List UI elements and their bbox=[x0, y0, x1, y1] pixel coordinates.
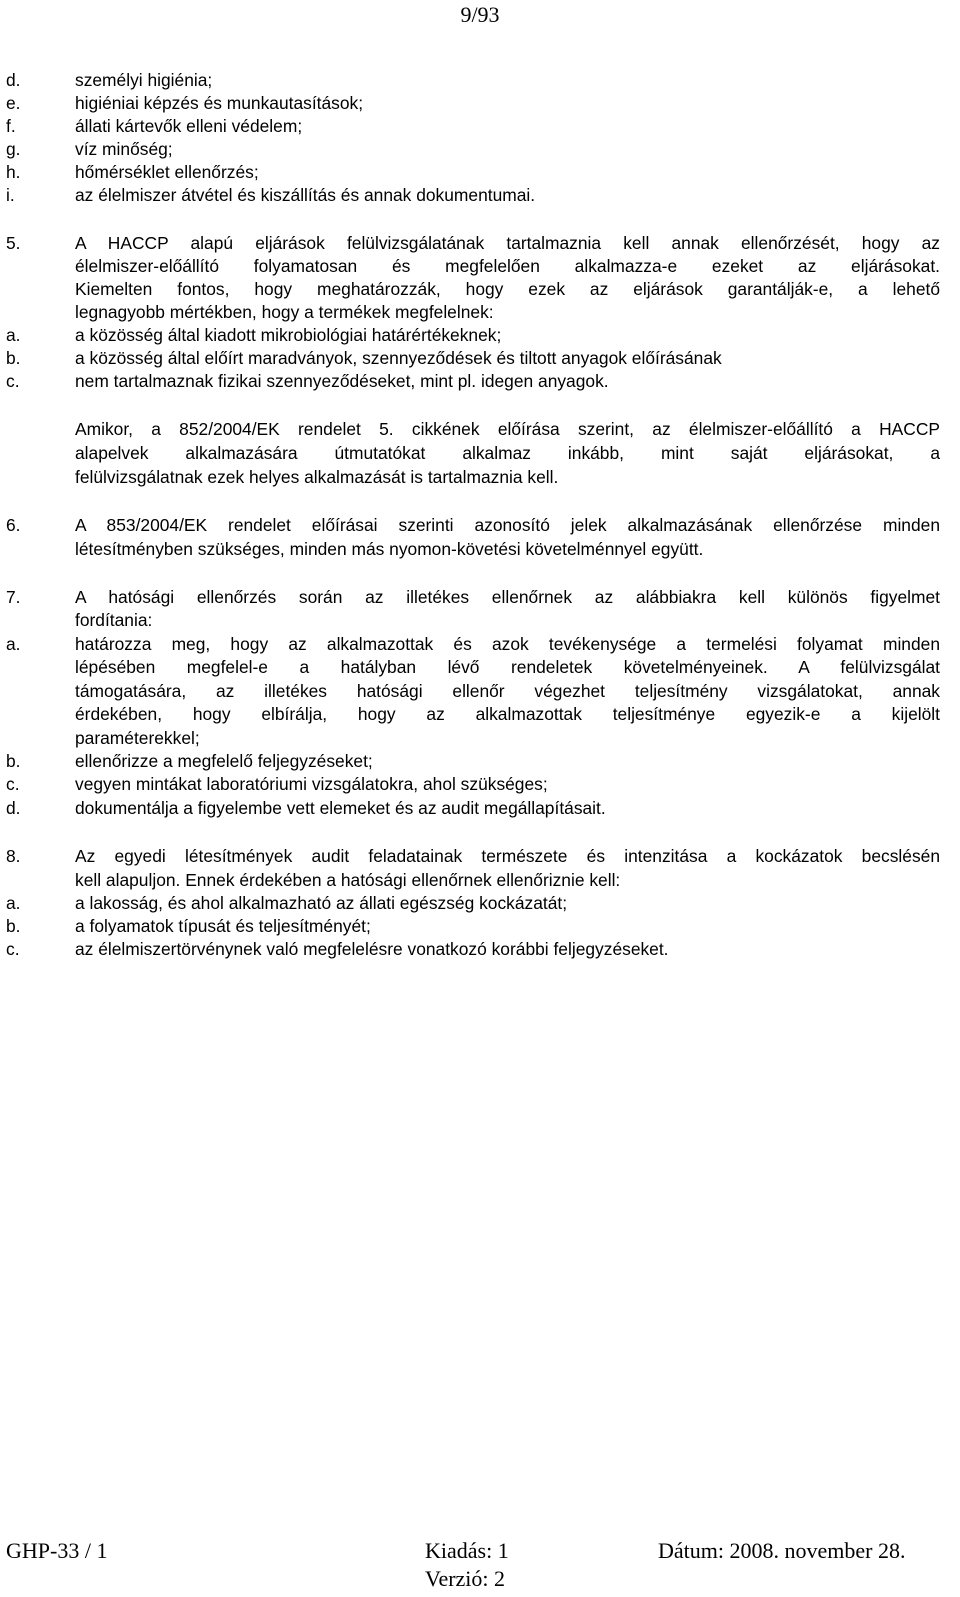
list-item bbox=[6, 324, 940, 347]
item-text: támogatására, az illetékes hatósági ellenőr végezhet teljesítmény vizsgálatokat, annak bbox=[75, 681, 940, 701]
item-text: dokumentálja a figyelembe vett elemeket és az audit megállapításait. bbox=[75, 798, 606, 818]
item-text: a közösség által kiadott mikrobiológiai határértékeknek; bbox=[75, 325, 502, 345]
item-text: állati kártevők elleni védelem; bbox=[75, 116, 303, 136]
item-label: e. bbox=[6, 93, 21, 113]
item-text: a közösség által előírt maradványok, szennyeződések és tiltott anyagok előírásának bbox=[75, 348, 722, 368]
item-text: határozza meg, hogy az alkalmazottak és azok tevékenysége a termelési folyamat minden bbox=[75, 634, 940, 654]
item-label: d. bbox=[6, 70, 21, 90]
section-5-line bbox=[6, 301, 940, 324]
footer-edition: Kiadás: 1 bbox=[425, 1538, 509, 1563]
item-label: b. bbox=[6, 348, 21, 368]
item-label: h. bbox=[6, 162, 21, 182]
section-6-line bbox=[6, 538, 940, 561]
item-label: i. bbox=[6, 185, 15, 205]
paragraph-line: Az egyedi létesítmények audit feladatainak természete és intenzitása a kockázatok becslésén bbox=[75, 846, 940, 866]
paragraph-line: fordítania: bbox=[75, 610, 153, 630]
list-item bbox=[6, 138, 940, 161]
paragraph-line: legnagyobb mértékben, hogy a termékek megfelelnek: bbox=[75, 302, 494, 322]
list-item bbox=[6, 92, 940, 115]
item-text: hőmérséklet ellenőrzés; bbox=[75, 162, 259, 182]
note-line bbox=[6, 466, 940, 489]
list-item bbox=[6, 797, 940, 820]
item-label: a. bbox=[6, 893, 21, 913]
list-item-continuation bbox=[6, 680, 940, 703]
section-number: 8. bbox=[6, 846, 21, 866]
item-text: a lakosság, és ahol alkalmazható az állati egészség kockázatát; bbox=[75, 893, 568, 913]
section-7-line bbox=[6, 609, 940, 632]
footer-date: Dátum: 2008. november 28. bbox=[658, 1538, 906, 1563]
item-text: higiéniai képzés és munkautasítások; bbox=[75, 93, 364, 113]
list-item bbox=[6, 633, 940, 656]
item-label: c. bbox=[6, 774, 20, 794]
paragraph-line: A 853/2004/EK rendelet előírásai szerinti azonosító jelek alkalmazásának ellenőrzése minden bbox=[75, 515, 940, 535]
list-item bbox=[6, 184, 940, 207]
paragraph-line: felülvizsgálatnak ezek helyes alkalmazását is tartalmaznia kell. bbox=[75, 467, 559, 487]
section-8-line bbox=[6, 845, 940, 868]
footer-version: Verzió: 2 bbox=[425, 1566, 506, 1591]
note-line bbox=[6, 418, 940, 441]
list-item bbox=[6, 892, 940, 915]
item-text: személyi higiénia; bbox=[75, 70, 213, 90]
list-item-continuation bbox=[6, 656, 940, 679]
item-label: a. bbox=[6, 634, 21, 654]
item-text: érdekében, hogy elbírálja, hogy az alkalmazottak teljesítménye egyezik-e a kijelölt bbox=[75, 704, 940, 724]
item-label: b. bbox=[6, 751, 21, 771]
page-number: 9/93 bbox=[460, 2, 500, 27]
section-5-line bbox=[6, 255, 940, 278]
item-label: b. bbox=[6, 916, 21, 936]
section-number: 6. bbox=[6, 515, 21, 535]
paragraph-line: Kiemelten fontos, hogy meghatározzák, hogy ezek az eljárások garantálják-e, a lehető bbox=[75, 279, 940, 299]
list-item bbox=[6, 915, 940, 938]
list-item bbox=[6, 347, 940, 370]
item-text: a folyamatok típusát és teljesítményét; bbox=[75, 916, 371, 936]
section-7-line bbox=[6, 586, 940, 609]
item-label: c. bbox=[6, 371, 20, 391]
section-6-line bbox=[6, 514, 940, 537]
paragraph-line: kell alapuljon. Ennek érdekében a hatósági ellenőrnek ellenőriznie kell: bbox=[75, 870, 621, 890]
section-number: 7. bbox=[6, 587, 21, 607]
paragraph-line: élelmiszer-előállító folyamatosan és megfelelően alkalmazza-e ezeket az eljárásokat. bbox=[75, 256, 940, 276]
item-text: ellenőrizze a megfelelő feljegyzéseket; bbox=[75, 751, 373, 771]
footer-doc-id: GHP-33 / 1 bbox=[6, 1538, 108, 1563]
list-item bbox=[6, 773, 940, 796]
list-item bbox=[6, 938, 940, 961]
item-text: lépésében megfelel-e a hatályban lévő rendeletek követelményeinek. A felülvizsgálat bbox=[75, 657, 940, 677]
list-item bbox=[6, 370, 940, 393]
note-line bbox=[6, 442, 940, 465]
item-text: paraméterekkel; bbox=[75, 728, 200, 748]
item-label: f. bbox=[6, 116, 16, 136]
list-item-continuation bbox=[6, 727, 940, 750]
item-text: az élelmiszer átvétel és kiszállítás és annak dokumentumai. bbox=[75, 185, 536, 205]
item-label: a. bbox=[6, 325, 21, 345]
paragraph-line: A HACCP alapú eljárások felülvizsgálatának tartalmaznia kell annak ellenőrzését, hogy az bbox=[75, 233, 940, 253]
section-8-line bbox=[6, 869, 940, 892]
list-item-continuation bbox=[6, 703, 940, 726]
item-label: c. bbox=[6, 939, 20, 959]
section-5-line bbox=[6, 278, 940, 301]
item-text: az élelmiszertörvénynek való megfelelésre vonatkozó korábbi feljegyzéseket. bbox=[75, 939, 669, 959]
list-item bbox=[6, 69, 940, 92]
section-number: 5. bbox=[6, 233, 21, 253]
list-item bbox=[6, 115, 940, 138]
list-item bbox=[6, 161, 940, 184]
item-text: víz minőség; bbox=[75, 139, 173, 159]
item-label: d. bbox=[6, 798, 21, 818]
item-text: nem tartalmaznak fizikai szennyeződéseket, mint pl. idegen anyagok. bbox=[75, 371, 609, 391]
list-item bbox=[6, 750, 940, 773]
item-label: g. bbox=[6, 139, 21, 159]
paragraph-line: A hatósági ellenőrzés során az illetékes ellenőrnek az alábbiakra kell különös figyelmet bbox=[75, 587, 940, 607]
paragraph-line: létesítményben szükséges, minden más nyomon-követési követelménnyel együtt. bbox=[75, 539, 704, 559]
section-5-line bbox=[6, 232, 940, 255]
paragraph-line: Amikor, a 852/2004/EK rendelet 5. cikkének előírása szerint, az élelmiszer-előállító a HACCP bbox=[75, 419, 940, 439]
paragraph-line: alapelvek alkalmazására útmutatókat alkalmaz inkább, mint saját eljárásokat, a bbox=[75, 443, 940, 463]
item-text: vegyen mintákat laboratóriumi vizsgálatokra, ahol szükséges; bbox=[75, 774, 548, 794]
